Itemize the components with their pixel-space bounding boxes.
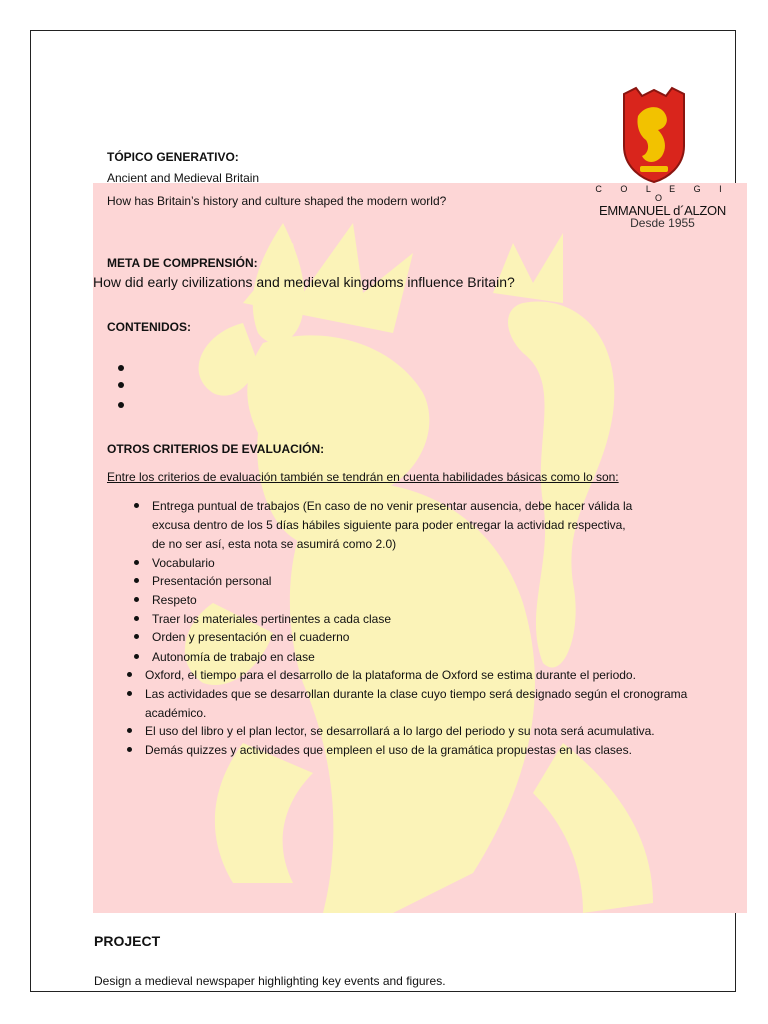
list-item: Orden y presentación en el cuaderno bbox=[152, 630, 349, 644]
empty-bullet bbox=[118, 402, 124, 408]
topico-line2: How has Britain’s history and culture shaped the modern world? bbox=[107, 194, 447, 208]
empty-bullet bbox=[118, 365, 124, 371]
list-item: Traer los materiales pertinentes a cada clase bbox=[152, 612, 391, 626]
project-heading: PROJECT bbox=[94, 933, 161, 949]
topico-line1: Ancient and Medieval Britain bbox=[107, 171, 260, 185]
list-item-continuation: académico. bbox=[145, 706, 207, 720]
list-item: Oxford, el tiempo para el desarrollo de la plataforma de Oxford se estima durante el periodo. bbox=[145, 668, 636, 682]
list-item-continuation: excusa dentro de los 5 días hábiles siguiente para poder entregar la actividad respectiva, bbox=[152, 518, 626, 532]
list-item-continuation: de no ser así, esta nota se asumirá como 2.0) bbox=[152, 537, 397, 551]
empty-bullet bbox=[118, 382, 124, 388]
meta-heading: META DE COMPRENSIÓN: bbox=[107, 256, 258, 270]
school-name: EMMANUEL d´ALZON bbox=[599, 203, 726, 218]
otros-heading: OTROS CRITERIOS DE EVALUACIÓN: bbox=[107, 442, 325, 456]
list-item: Entrega puntual de trabajos (En caso de no venir presentar ausencia, debe hacer válida la bbox=[152, 499, 632, 513]
school-crest-icon bbox=[618, 86, 690, 184]
otros-intro: Entre los criterios de evaluación también se tendrán en cuenta habilidades básicas como lo son: bbox=[107, 470, 619, 484]
topico-heading: TÓPICO GENERATIVO: bbox=[107, 150, 239, 164]
list-item: Demás quizzes y actividades que empleen el uso de la gramática propuestas en las clases. bbox=[145, 743, 632, 757]
list-item: El uso del libro y el plan lector, se desarrollará a lo largo del periodo y su nota será acumulativa. bbox=[145, 724, 655, 738]
project-text: Design a medieval newspaper highlighting key events and figures. bbox=[94, 974, 446, 988]
contenidos-heading: CONTENIDOS: bbox=[107, 320, 191, 334]
list-item: Vocabulario bbox=[152, 556, 215, 570]
school-name-block bbox=[590, 185, 735, 229]
list-item: Autonomía de trabajo en clase bbox=[152, 650, 315, 664]
school-founded: Desde 1955 bbox=[630, 216, 695, 230]
list-item: Las actividades que se desarrollan durante la clase cuyo tiempo será designado según el cronograma bbox=[145, 687, 687, 701]
list-item: Respeto bbox=[152, 593, 197, 607]
school-colegio: C O L E G I O bbox=[595, 184, 730, 203]
list-item: Presentación personal bbox=[152, 574, 271, 588]
meta-question: How did early civilizations and medieval kingdoms influence Britain? bbox=[93, 274, 515, 290]
